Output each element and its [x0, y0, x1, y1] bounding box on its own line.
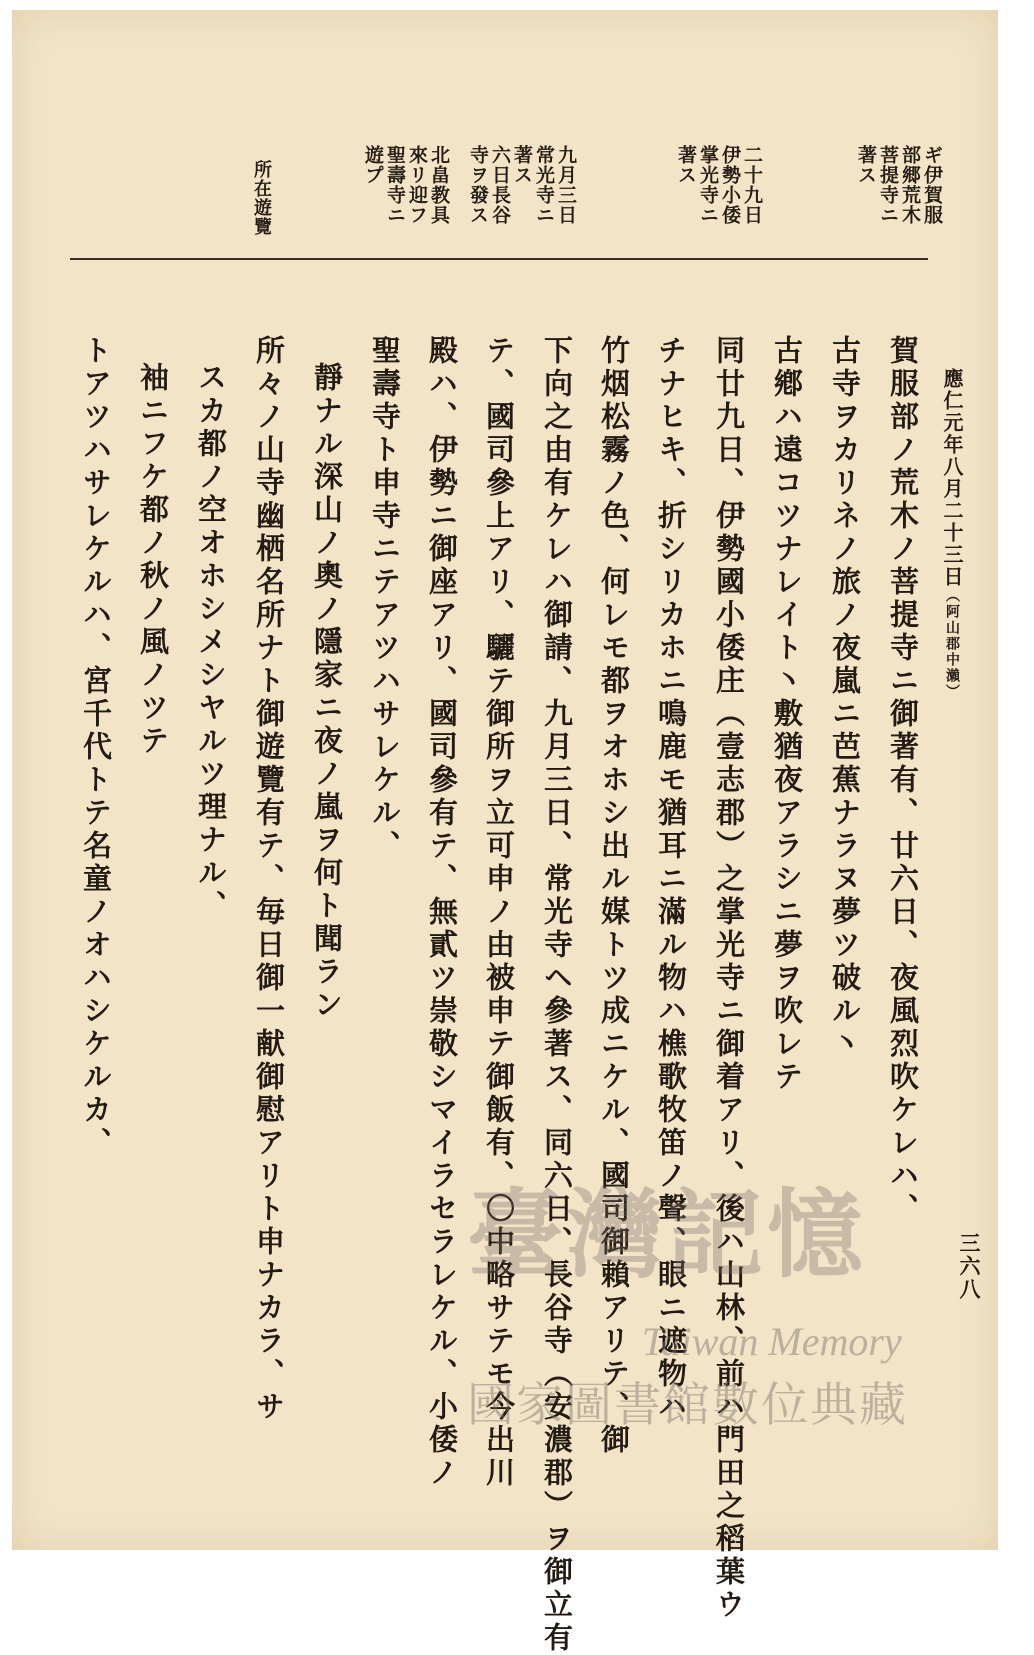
- text-column-9: 殿ハ、伊勢ニ御座アリ、國司參有テ、無貳ツ崇敬シマイラセラレケル、小倭ノ: [425, 335, 459, 1490]
- text-column-4: 同廿九日、伊勢國小倭庄（壹志郡）之掌光寺ニ御着アリ、後ハ山林、前ハ門田之稻葉ウ: [712, 335, 746, 1622]
- text-column-14: 袖ニフケ都ノ秋ノ風ノツテ: [136, 362, 170, 758]
- text-column-3: 古鄕ハ遠コツナレイト丶敷猶夜アラシニ夢ヲ吹レテ: [770, 335, 804, 1094]
- text-column-2: 古寺ヲカリネノ旅ノ夜嵐ニ芭蕉ナラヌ夢ツ破ル丶: [828, 335, 862, 1061]
- headnote-3: 九月三日 常光寺ニ 著ス 六日長谷 寺ヲ發ス: [467, 145, 577, 225]
- headnote-2: 二十九日 伊勢小倭 掌光寺ニ 著ス: [675, 145, 763, 225]
- headnote-4: 北畠教具 來リ迎フ 聖壽寺ニ 遊プ: [362, 145, 450, 225]
- date-heading: [934, 368, 970, 700]
- text-column-12: 所々ノ山寺幽栖名所ナト御遊覽有テ、毎日御一献御慰アリト申ナカラ、サ: [252, 335, 286, 1424]
- text-column-11: 靜ナル深山ノ奧ノ隱家ニ夜ノ嵐ヲ何ト聞ラン: [310, 362, 344, 1022]
- text-column-13: スカ都ノ空オホシメシヤルツ理ナル、: [194, 362, 228, 923]
- text-column-15: トアツハサレケルハ、宮千代トテ名童ノオハシケルカ、: [79, 335, 113, 1160]
- watermark-logo-text: 臺灣記憶: [467, 1178, 867, 1291]
- text-column-5: チナヒキ、折シリカホニ鳴鹿モ猶耳ニ滿ル物ハ樵歌牧笛ノ聲、眼ニ遮物ハ: [654, 335, 688, 1424]
- text-column-10: 聖壽寺ト申寺ニテアツハサレケル、: [368, 335, 402, 863]
- watermark-english: Taiwan Memory: [642, 1319, 902, 1364]
- headnote-1: ギ伊賀服 部郷荒木 菩提寺ニ 著ス: [855, 145, 943, 225]
- text-column-1: 賀服部ノ荒木ノ菩提寺ニ御著有、廿六日、夜風烈吹ケレハ、: [886, 335, 920, 1226]
- text-column-6: 竹烟松霧ノ色、何レモ都ヲオホシ出ル媒トツ成ニケル、國司御賴アリテ、御: [597, 335, 631, 1457]
- date-heading-text: 應仁元年八月二十三日: [940, 368, 964, 588]
- date-heading-note: （阿山郡中瀨）: [944, 588, 960, 700]
- text-column-7: 下向之由有ケレハ御請、九月三日、常光寺ヘ參著ス、同六日、長谷寺（安濃郡）ヲ御立有: [540, 335, 574, 1655]
- header-divider: [70, 258, 928, 260]
- headnote-5: 所在遊覽: [251, 160, 272, 236]
- page-number: 三六八: [957, 1232, 982, 1301]
- text-column-8: テ、國司參上アリ、驪テ御所ヲ立可申ノ由被申テ御飯有、〇中略サテモ今出川: [482, 335, 516, 1490]
- book-page: [12, 10, 998, 1655]
- watermark-chinese: 國家圖書館數位典藏: [467, 1378, 908, 1433]
